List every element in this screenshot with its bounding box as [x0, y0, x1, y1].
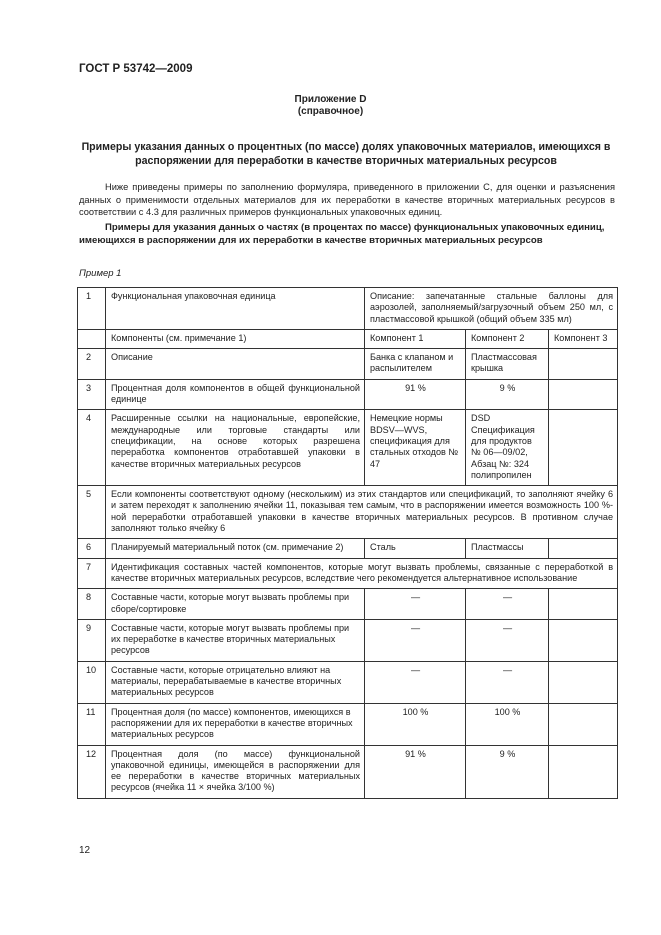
cell-component-2: 100 %: [466, 703, 549, 745]
cell-component-1: 100 %: [365, 703, 466, 745]
table-row: [78, 349, 618, 380]
row-label: Расширенные ссылки на национальные, европейские, международные или торговые стандарты или спецификации, на основе которых разрешена переработка компонентов отработавшей упаковки в качестве вторичных материальных ресурсов: [106, 410, 365, 486]
unit-description: Описание: запечатанные стальные баллоны для аэрозолей, заполняемый/загрузочный объем 250 мл, с пластмассовой крышкой (общий объем 335 мл): [365, 288, 618, 330]
cell-component-3: [549, 703, 618, 745]
row-number: 8: [78, 589, 106, 620]
table-row: [78, 558, 618, 589]
row-number: 3: [78, 379, 106, 410]
row-label: Процентная доля (по массе) компонентов, имеющихся в распоряжении для их переработки в качестве вторичных материальных ресурсов: [106, 703, 365, 745]
cell-component-2: Пластмассовая крышка: [466, 349, 549, 380]
appendix-title: Приложение D: [294, 94, 367, 105]
row-label: Функциональная упаковочная единица: [106, 288, 365, 330]
row-number: 12: [78, 745, 106, 798]
cell-component-1: —: [365, 589, 466, 620]
table-row: [78, 486, 618, 539]
table-row: [78, 288, 618, 330]
table-row: [78, 329, 618, 348]
table-row: [78, 539, 618, 558]
cell-component-1: Банка с клапаном и распылителем: [365, 349, 466, 380]
row-label: Описание: [106, 349, 365, 380]
table-row: [78, 703, 618, 745]
cell-component-3: [549, 410, 618, 486]
page-number: 12: [79, 845, 91, 856]
row-number: 2: [78, 349, 106, 380]
appendix-note: (справочное): [297, 106, 364, 117]
cell-component-3: [549, 745, 618, 798]
row-label: Составные части, которые отрицательно влияют на материалы, перерабатываемые в качестве вторичных материальных ресурсов: [106, 661, 365, 703]
row-number: [78, 329, 106, 348]
component-1-header: Компонент 1: [365, 329, 466, 348]
component-3-header: Компонент 3: [549, 329, 618, 348]
row-instruction: Если компоненты соответствуют одному (нескольким) из этих стандартов или спецификаций, то заполняют ячейку 6 и затем переходят к заполнению ячейки 11, показывая тем самым, что в распоряжении имеется возможность 100 %-ной переработки отработавшей упаковки в качестве вторичных материальных ресурсов. В противном случае заполняют только ячейку 6: [106, 486, 618, 539]
table-row: [78, 619, 618, 661]
row-instruction: Идентификация составных частей компонентов, которые могут вызвать проблемы, связанные с переработкой в качестве вторичных материальных ресурсов, вследствие чего рекомендуется альтернативное использование: [106, 558, 618, 589]
page-title: Примеры указания данных о процентных (по массе) долях упаковочных материалов, имеющихся в распоряжении для переработки в качестве вторичных материальных ресурсов: [81, 141, 611, 167]
section-subtitle: Примеры для указания данных о частях (в процентах по массе) функциональных упаковочных единиц, имеющихся в распоряжении для их переработки в качестве вторичных материальных ресурсов: [79, 222, 605, 246]
table-row: [78, 410, 618, 486]
row-label: Составные части, которые могут вызвать проблемы при их переработке в качестве вторичных материальных ресурсов: [106, 619, 365, 661]
cell-component-3: [549, 349, 618, 380]
cell-component-1: 91 %: [365, 745, 466, 798]
cell-component-2: —: [466, 589, 549, 620]
row-number: 1: [78, 288, 106, 330]
row-label: Процентная доля (по массе) функциональной упаковочной единицы, имеющейся в распоряжении для ее переработки в качестве вторичных материальных ресурсов (ячейка 11 × ячейка 3/100 %): [106, 745, 365, 798]
cell-component-3: [549, 619, 618, 661]
intro-paragraph: Ниже приведены примеры по заполнению формуляра, приведенного в приложении С, для оценки и разъяснения данных о применимости отдельных материалов для их переработки в качестве вторичных материальных ресурсов в соответствии с 4.3 для различных примеров функциональных упаковочных единиц.: [79, 182, 615, 217]
row-number: 6: [78, 539, 106, 558]
components-label: Компоненты (см. примечание 1): [106, 329, 365, 348]
table-row: [78, 745, 618, 798]
cell-component-1: —: [365, 661, 466, 703]
cell-component-2: —: [466, 619, 549, 661]
cell-component-2: DSD Спецификация для продуктов № 06—09/02, Абзац №: 324 полипропилен: [466, 410, 549, 486]
cell-component-3: [549, 379, 618, 410]
cell-component-2: 9 %: [466, 379, 549, 410]
table-row: [78, 589, 618, 620]
row-number: 10: [78, 661, 106, 703]
cell-component-2: —: [466, 661, 549, 703]
cell-component-2: 9 %: [466, 745, 549, 798]
table-row: [78, 661, 618, 703]
row-label: Планируемый материальный поток (см. примечание 2): [106, 539, 365, 558]
example-label: Пример 1: [79, 268, 122, 279]
cell-component-3: [549, 589, 618, 620]
cell-component-1: —: [365, 619, 466, 661]
row-label: Составные части, которые могут вызвать проблемы при сборе/сортировке: [106, 589, 365, 620]
table-row: [78, 379, 618, 410]
cell-component-2: Пластмассы: [466, 539, 549, 558]
row-number: 4: [78, 410, 106, 486]
row-number: 11: [78, 703, 106, 745]
data-table: [77, 287, 618, 799]
row-number: 9: [78, 619, 106, 661]
cell-component-3: [549, 661, 618, 703]
row-label: Процентная доля компонентов в общей функциональной единице: [106, 379, 365, 410]
cell-component-1: 91 %: [365, 379, 466, 410]
cell-component-3: [549, 539, 618, 558]
component-2-header: Компонент 2: [466, 329, 549, 348]
row-number: 7: [78, 558, 106, 589]
cell-component-1: Сталь: [365, 539, 466, 558]
cell-component-1: Немецкие нормы BDSV—WVS, спецификация для стальных отходов № 47: [365, 410, 466, 486]
standard-header: ГОСТ Р 53742—2009: [79, 63, 193, 75]
row-number: 5: [78, 486, 106, 539]
